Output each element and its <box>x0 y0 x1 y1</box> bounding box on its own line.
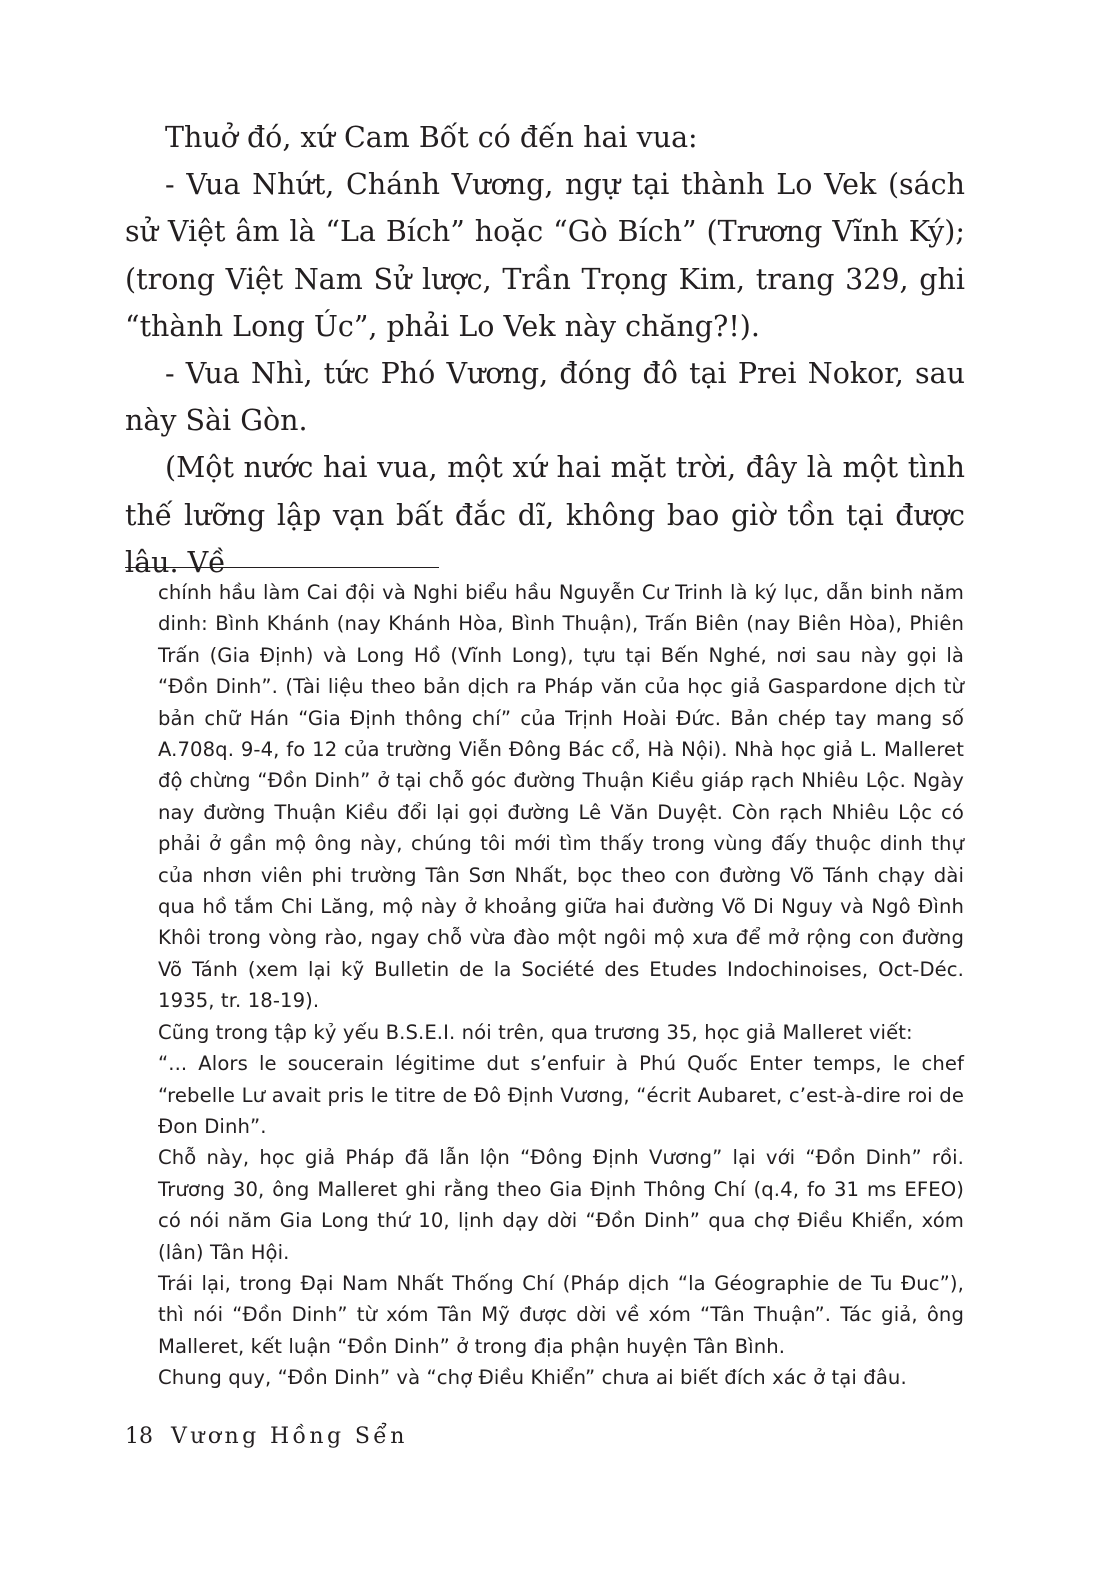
page-number: 18 <box>125 1424 153 1449</box>
main-text <box>125 114 965 586</box>
footnote-paragraph: Cũng trong tập kỷ yếu B.S.E.I. nói trên, qua trương 35, học giả Malleret viết: <box>158 1020 913 1044</box>
footnote-block <box>158 577 964 1394</box>
page-footer <box>125 1422 408 1452</box>
footnote-paragraph: Chung quy, “Đồn Dinh” và “chợ Điều Khiển” chưa ai biết đích xác ở tại đâu. <box>158 1366 907 1390</box>
body-paragraph: (Một nước hai vua, một xứ hai mặt trời, đây là một tình thế lưỡng lập vạn bất đắc dĩ, không bao giờ tồn tại được lâu. Về <box>125 451 965 579</box>
body-paragraph: - Vua Nhứt, Chánh Vương, ngự tại thành Lo Vek (sách sử Việt âm là “La Bích” hoặc “Gò Bích” (Trương Vĩnh Ký); (trong Việt Nam Sử lược, Trần Trọng Kim, trang 329, ghi “thành Long Úc”, phải Lo Vek này chăng?!). <box>125 168 965 343</box>
running-author: Vương Hồng Sển <box>171 1424 408 1449</box>
body-paragraph: - Vua Nhì, tức Phó Vương, đóng đô tại Prei Nokor, sau này Sài Gòn. <box>125 357 965 438</box>
footnote-paragraph: Chỗ này, học giả Pháp đã lẫn lộn “Đông Định Vương” lại với “Đồn Dinh” rồi. Trương 30, ông Malleret ghi rằng theo Gia Định Thông Chí (q.4, fo 31 ms EFEO) có nói năm Gia Long thứ 10, lịnh dạy dời “Đồn Dinh” qua chợ Điều Khiển, xóm (lân) Tân Hội. <box>158 1146 964 1264</box>
footnote-paragraph: Trái lại, trong Đại Nam Nhất Thống Chí (Pháp dịch “la Géographie de Tu Đuc”), thì nói “Đồn Dinh” từ xóm Tân Mỹ được dời về xóm “Tân Thuận”. Tác giả, ông Malleret, kết luận “Đồn Dinh” ở trong địa phận huyện Tân Bình. <box>158 1271 964 1358</box>
footnote-separator <box>125 567 439 568</box>
footnote-paragraph: chính hầu làm Cai đội và Nghi biểu hầu Nguyễn Cư Trinh là ký lục, dẫn binh năm dinh: Bình Khánh (nay Khánh Hòa, Bình Thuận), Trấn Biên (nay Biên Hòa), Phiên Trấn (Gia Định) và Long Hồ (Vĩnh Long), tựu tại Bến Nghé, nơi sau này gọi là “Đồn Dinh”. (Tài liệu theo bản dịch ra Pháp văn của học giả Gaspardone dịch từ bản chữ Hán “Gia Định thông chí” của Trịnh Hoài Đức. Bản chép tay mang số A.708q. 9-4, fo 12 của trường Viễn Đông Bác cổ, Hà Nội). Nhà học giả L. Malleret độ chừng “Đồn Dinh” ở tại chỗ góc đường Thuận Kiều giáp rạch Nhiêu Lộc. Ngày nay đường Thuận Kiều đổi lại gọi đường Lê Văn Duyệt. Còn rạch Nhiêu Lộc có phải ở gần mộ ông này, chúng tôi mới tìm thấy trong vùng đấy thuộc dinh thự của nhơn viên phi trường Tân Sơn Nhất, bọc theo con đường Võ Tánh chạy dài qua hồ tắm Chi Lăng, mộ này ở khoảng giữa hai đường Võ Di Nguy và Ngô Đình Khôi trong vòng rào, ngay chỗ vừa đào một ngôi mộ xưa để mở rộng con đường Võ Tánh (xem lại kỹ Bulletin de la Société des Etudes Indochinoises, Oct-Déc. 1935, tr. 18-19). <box>158 581 964 1013</box>
footnote-paragraph: “... Alors le soucerain légitime dut s’enfuir à Phú Quốc Enter temps, le chef “rebelle Lư avait pris le titre de Đô Định Vương, “écrit Aubaret, c’est-à-dire roi de Đon Dinh”. <box>158 1052 964 1138</box>
body-paragraph: Thuở đó, xứ Cam Bốt có đến hai vua: <box>165 121 698 154</box>
